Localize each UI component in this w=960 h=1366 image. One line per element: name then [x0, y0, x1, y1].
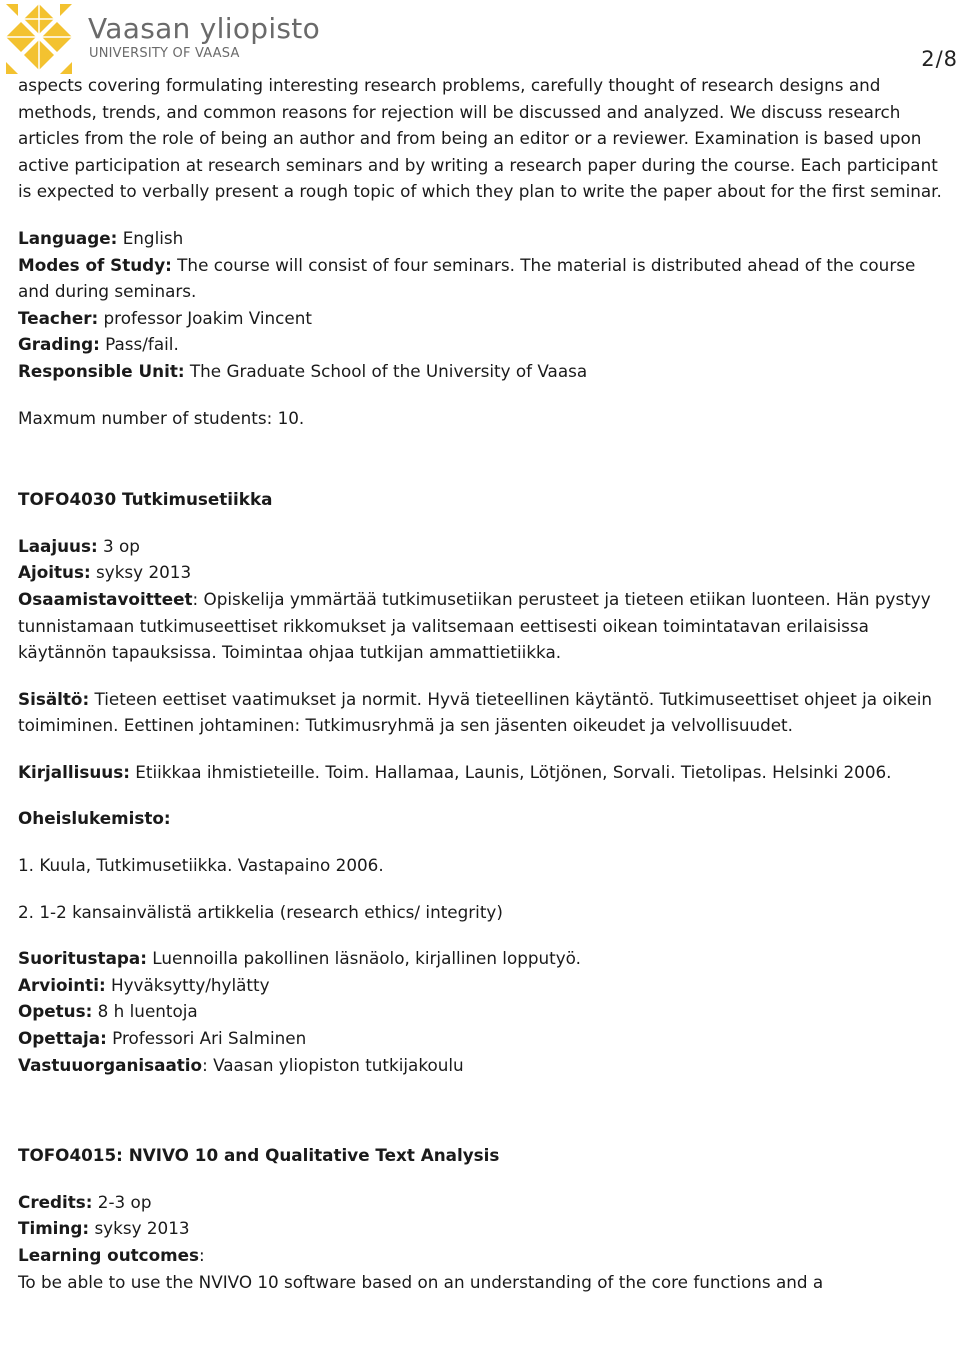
language-line	[18, 225, 948, 252]
vastuuorganisaatio-value: : Vaasan yliopiston tutkijakoulu	[202, 1054, 464, 1075]
opetus-value: 8 h luentoja	[92, 1001, 198, 1022]
credits-value: 2-3 op	[92, 1191, 152, 1212]
page-number: 2/8	[921, 47, 958, 71]
logo-subtitle: UNIVERSITY OF VAASA	[89, 46, 240, 61]
outcomes-text: To be able to use the NVIVO 10 software based on an understanding of the core functions and a	[18, 1271, 824, 1292]
reading-item-1: 1. Kuula, Tutkimusetiikka. Vastapaino 2006.	[18, 855, 384, 876]
teacher-value: professor Joakim Vincent	[98, 307, 312, 328]
timing-line	[18, 1215, 948, 1242]
arviointi-label: Arviointi:	[18, 974, 106, 995]
outcomes-label: Learning outcomes	[18, 1245, 200, 1265]
laajuus-label: Laajuus:	[18, 535, 98, 556]
outcomes-line	[18, 1242, 948, 1269]
opettaja-value: Professori Ari Salminen	[106, 1028, 307, 1049]
grading-label: Grading:	[18, 334, 100, 355]
timing-value: syksy 2013	[89, 1218, 190, 1239]
university-logo-icon	[2, 2, 76, 76]
logo-name: Vaasan yliopisto	[88, 12, 320, 45]
oheislukemisto-label: Oheislukemisto:	[18, 808, 171, 829]
osaamistavoitteet-label: Osaamistavoitteet	[18, 588, 193, 609]
vastuuorganisaatio-label: Vastuuorganisaatio	[18, 1054, 203, 1075]
vastuuorganisaatio-line	[18, 1052, 948, 1079]
ajoitus-line	[18, 559, 948, 586]
language-value: English	[117, 227, 184, 248]
laajuus-line	[18, 533, 948, 560]
course-title-tofo4030: TOFO4030 Tutkimusetiikka	[18, 489, 273, 510]
arviointi-value: Hyväksytty/hylätty	[105, 974, 270, 995]
reading-item-2: 2. 1-2 kansainvälistä artikkelia (research ethics/ integrity)	[18, 901, 503, 922]
opetus-label: Opetus:	[18, 1001, 93, 1022]
suoritustapa-line	[18, 945, 948, 972]
outcomes-colon: :	[199, 1245, 205, 1265]
laajuus-value: 3 op	[97, 535, 140, 556]
arviointi-line	[18, 972, 948, 999]
unit-label: Responsible Unit:	[18, 360, 185, 381]
oheislukemisto-heading	[18, 805, 948, 832]
grading-line	[18, 331, 948, 358]
suoritustapa-label: Suoritustapa:	[18, 948, 147, 969]
kirjallisuus-label: Kirjallisuus:	[18, 761, 130, 782]
osaamistavoitteet-line	[18, 586, 948, 666]
sisalto-label: Sisältö:	[18, 688, 90, 709]
credits-line	[18, 1189, 948, 1216]
sisalto-value: Tieteen eettiset vaatimukset ja normit. Hyvä tieteellinen käytäntö. Tutkimuseettiset ohjeet ja oikein toimiminen. Eettinen johtaminen: Tutkimusryhmä ja sen jäsenten oikeudet ja velvollisuudet.	[18, 688, 933, 736]
intro-paragraph: aspects covering formulating interesting research problems, carefully thought of research designs and methods, trends, and common reasons for rejection will be discussed and analyzed. We discuss research articles from the role of being an author and from being an editor or a reviewer. Examination is based upon active participation at research seminars and by writing a research paper during the course. Each participant is expected to verbally present a rough topic of which they plan to write the paper about for the first seminar.	[18, 75, 942, 202]
modes-value: The course will consist of four seminars. The material is distributed ahead of the course and during seminars.	[18, 254, 916, 302]
kirjallisuus-line	[18, 759, 948, 786]
sisalto-line	[18, 686, 948, 739]
teacher-label: Teacher:	[18, 307, 99, 328]
max-students: Maxmum number of students: 10.	[18, 407, 305, 428]
ajoitus-label: Ajoitus:	[18, 562, 91, 583]
modes-line	[18, 252, 948, 305]
ajoitus-value: syksy 2013	[90, 562, 192, 583]
unit-line	[18, 358, 948, 385]
page-header	[0, 0, 960, 70]
osaamistavoitteet-value: : Opiskelija ymmärtää tutkimusetiikan perusteet ja tieteen etiikan luonteen. Hän pystyy tunnistamaan tutkimuseettiset rikkomukset ja valitsemaan eettisesti oikean toimintatavan erilaisissa käytännön tapauksissa. Toimintaa ohjaa tutkijan ammattietiikka.	[18, 588, 931, 663]
credits-label: Credits:	[18, 1191, 93, 1212]
modes-label: Modes of Study:	[18, 254, 172, 275]
timing-label: Timing:	[18, 1218, 90, 1239]
opettaja-line	[18, 1025, 948, 1052]
course-title-tofo4015: TOFO4015: NVIVO 10 and Qualitative Text Analysis	[18, 1145, 500, 1166]
suoritustapa-value: Luennoilla pakollinen läsnäolo, kirjallinen lopputyö.	[146, 948, 581, 969]
kirjallisuus-value: Etiikkaa ihmistieteille. Toim. Hallamaa, Launis, Lötjönen, Sorvali. Tietolipas. Helsinki 2006.	[129, 761, 892, 782]
opetus-line	[18, 998, 948, 1025]
document-body	[18, 72, 948, 1295]
grading-value: Pass/fail.	[99, 334, 179, 355]
unit-value: The Graduate School of the University of Vaasa	[184, 360, 588, 381]
teacher-line	[18, 305, 948, 332]
opettaja-label: Opettaja:	[18, 1028, 107, 1049]
language-label: Language:	[18, 227, 118, 248]
